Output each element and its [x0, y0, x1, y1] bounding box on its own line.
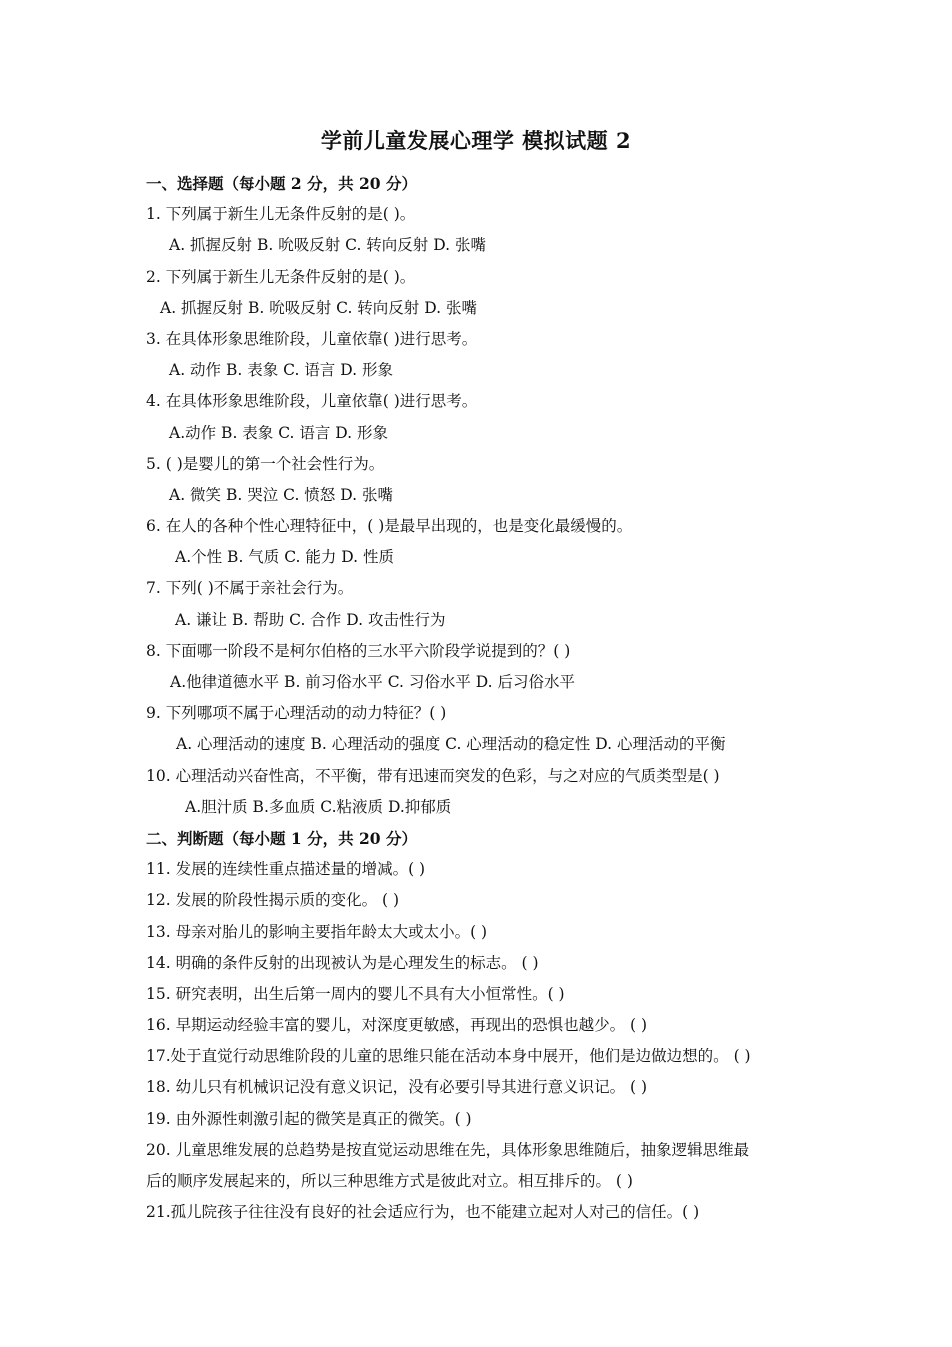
question-2: 2. 下列属于新生儿无条件反射的是( )。 — [146, 267, 416, 286]
exam-content — [146, 168, 846, 1228]
question-12: 12. 发展的阶段性揭示质的变化。 ( ) — [146, 891, 400, 910]
question-13: 13. 母亲对胎儿的影响主要指年龄太大或太小。( ) — [146, 922, 488, 941]
question-10-options: A.胆汁质 B.多血质 C.粘液质 D.抑郁质 — [185, 797, 452, 816]
question-5: 5. ( )是婴儿的第一个社会性行为。 — [146, 454, 385, 473]
exam-title: 学前儿童发展心理学 模拟试题 2 — [320, 128, 632, 153]
question-8: 8. 下面哪一阶段不是柯尔伯格的三水平六阶段学说提到的？( ) — [146, 641, 571, 660]
question-3: 3. 在具体形象思维阶段，儿童依靠( )进行思考。 — [146, 329, 478, 348]
question-9-options: A. 心理活动的速度 B. 心理活动的强度 C. 心理活动的稳定性 D. 心理活动的平衡 — [176, 735, 726, 754]
question-1-options: A. 抓握反射 B. 吮吸反射 C. 转向反射 D. 张嘴 — [169, 236, 486, 255]
question-10: 10. 心理活动兴奋性高，不平衡，带有迅速而突发的色彩，与之对应的气质类型是( ) — [146, 766, 720, 785]
question-20-line-2: 后的顺序发展起来的，所以三种思维方式是彼此对立。相互排斥的。 ( ) — [146, 1172, 633, 1190]
question-18: 18. 幼儿只有机械识记没有意义识记，没有必要引导其进行意义识记。 ( ) — [146, 1078, 648, 1097]
question-6: 6. 在人的各种个性心理特征中，( )是最早出现的，也是变化最缓慢的。 — [146, 517, 633, 536]
question-17: 17.处于直觉行动思维阶段的儿童的思维只能在活动本身中展开，他们是边做边想的。 ( ) — [146, 1047, 751, 1066]
question-2-options: A. 抓握反射 B. 吮吸反射 C. 转向反射 D. 张嘴 — [160, 298, 477, 317]
question-9: 9. 下列哪项不属于心理活动的动力特征？( ) — [146, 704, 447, 723]
question-14: 14. 明确的条件反射的出现被认为是心理发生的标志。 ( ) — [146, 953, 539, 972]
question-8-options: A.他律道德水平 B. 前习俗水平 C. 习俗水平 D. 后习俗水平 — [170, 673, 576, 691]
question-1: 1. 下列属于新生儿无条件反射的是( )。 — [146, 205, 416, 224]
question-16: 16. 早期运动经验丰富的婴儿，对深度更敏感，再现出的恐惧也越少。 ( ) — [146, 1016, 648, 1035]
question-21: 21.孤儿院孩子往往没有良好的社会适应行为，也不能建立起对人对己的信任。( ) — [146, 1203, 700, 1222]
question-15: 15. 研究表明，出生后第一周内的婴儿不具有大小恒常性。( ) — [146, 984, 565, 1003]
question-4-options: A.动作 B. 表象 C. 语言 D. 形象 — [169, 423, 389, 442]
question-11: 11. 发展的连续性重点描述量的增减。( ) — [146, 860, 426, 879]
section-heading-multiple-choice: 一、选择题（每小题 2 分，共 20 分） — [146, 174, 417, 193]
question-4: 4. 在具体形象思维阶段，儿童依靠( )进行思考。 — [146, 392, 478, 411]
section-heading-true-false: 二、判断题（每小题 1 分，共 20 分） — [146, 828, 417, 848]
question-7: 7. 下列( )不属于亲社会行为。 — [146, 579, 354, 598]
question-6-options: A.个性 B. 气质 C. 能力 D. 性质 — [175, 548, 395, 567]
question-5-options: A. 微笑 B. 哭泣 C. 愤怒 D. 张嘴 — [169, 485, 393, 504]
question-20-line-1: 20. 儿童思维发展的总趋势是按直觉运动思维在先，具体形象思维随后，抽象逻辑思维最 — [146, 1140, 750, 1159]
question-3-options: A. 动作 B. 表象 C. 语言 D. 形象 — [169, 361, 393, 380]
question-19: 19. 由外源性刺激引起的微笑是真正的微笑。( ) — [146, 1109, 472, 1128]
question-7-options: A. 谦让 B. 帮助 C. 合作 D. 攻击性行为 — [175, 610, 446, 629]
